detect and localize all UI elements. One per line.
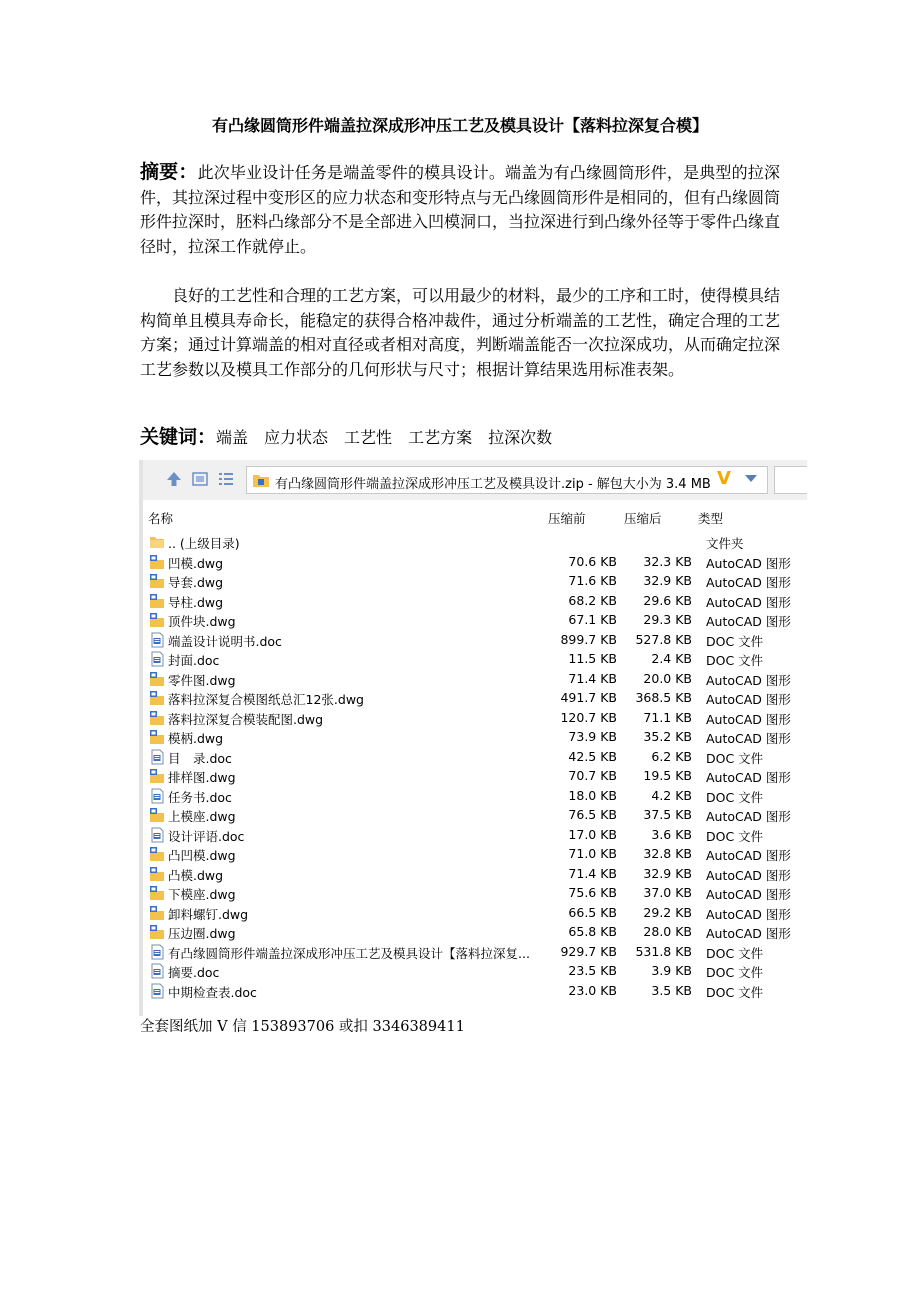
file-row[interactable] (143, 981, 807, 1001)
file-size: 67.1 KB (568, 612, 617, 627)
keywords-label: 关键词： (140, 426, 217, 448)
file-type: AutoCAD 图形 (706, 770, 791, 785)
file-type: AutoCAD 图形 (706, 848, 791, 863)
abstract-paragraph (140, 160, 780, 259)
file-compressed-size: 32.3 KB (643, 553, 692, 569)
dwg-file-icon (149, 885, 165, 901)
file-name: 下模座.dwg (168, 887, 236, 902)
file-compressed-size: 3.9 KB (651, 963, 692, 978)
file-row[interactable] (143, 571, 807, 591)
file-compressed-size: 32.9 KB (643, 865, 692, 881)
file-type: DOC 文件 (706, 945, 764, 961)
file-name: 有凸缘圆筒形件端盖拉深成形冲压工艺及模具设计【落料拉深复... (168, 945, 530, 961)
file-row[interactable] (143, 669, 807, 689)
doc-file-icon (149, 944, 165, 960)
dwg-file-icon (149, 729, 165, 745)
keywords-line (140, 424, 568, 451)
file-row[interactable] (143, 708, 807, 728)
archive-path-text: 有凸缘圆筒形件端盖拉深成形冲压工艺及模具设计.zip - 解包大小为 3.4 MB (275, 477, 711, 492)
file-type: AutoCAD 图形 (706, 887, 791, 902)
column-name[interactable]: 名称 (148, 511, 174, 526)
keyword: 端盖 (216, 428, 249, 447)
file-compressed-size: 37.5 KB (643, 807, 692, 822)
archive-badge: V (717, 468, 731, 489)
abstract-text: 此次毕业设计任务是端盖零件的模具设计。端盖为有凸缘圆筒形件，是典型的拉深件，其拉深过程中变形区的应力状态和变形特点与无凸缘圆筒形件是相同的，但有凸缘圆筒形件拉深时，胚料凸缘部分不是全部进入凹模洞口，当拉深进行到凸缘外径等于零件凸缘直径时，拉深工作就停止。 (140, 163, 781, 256)
file-row[interactable] (143, 844, 807, 864)
dwg-file-icon (149, 573, 165, 589)
file-name: .. (上级目录) (168, 536, 240, 551)
column-type[interactable]: 类型 (698, 511, 724, 526)
file-compressed-size: 6.2 KB (651, 748, 692, 764)
file-name: 零件图.dwg (168, 672, 236, 688)
doc-file-icon (149, 827, 165, 843)
file-type: DOC 文件 (706, 653, 764, 668)
file-list (143, 532, 807, 1000)
dwg-file-icon (149, 690, 165, 706)
file-size: 70.7 KB (568, 768, 617, 783)
column-header (143, 508, 807, 528)
document-title: 有凸缘圆筒形件端盖拉深成形冲压工艺及模具设计【落料拉深复合模】 (211, 116, 708, 135)
file-row[interactable] (143, 942, 807, 962)
dwg-file-icon (149, 710, 165, 726)
keyword: 拉深次数 (488, 428, 553, 447)
file-name: 封面.doc (168, 653, 220, 668)
file-name: 端盖设计说明书.doc (168, 633, 282, 649)
doc-file-icon (149, 963, 165, 979)
dwg-file-icon (149, 671, 165, 687)
file-size: 929.7 KB (560, 943, 617, 959)
file-row[interactable] (143, 961, 807, 981)
file-size: 42.5 KB (568, 748, 617, 764)
file-compressed-size: 368.5 KB (635, 690, 692, 705)
column-compressed[interactable]: 压缩后 (624, 511, 662, 526)
file-compressed-size: 29.2 KB (643, 904, 692, 920)
file-row[interactable] (143, 552, 807, 572)
file-size: 120.7 KB (560, 709, 617, 725)
file-compressed-size: 29.6 KB (643, 592, 692, 608)
archive-folder-icon (253, 473, 269, 487)
file-compressed-size: 20.0 KB (643, 670, 692, 686)
file-row[interactable] (143, 805, 807, 825)
doc-file-icon (149, 632, 165, 648)
contact-line: 全套图纸加 V 信 153893706 或扣 3346389411 (140, 1019, 465, 1035)
file-size: 17.0 KB (568, 826, 617, 842)
file-name: 凹模.dwg (168, 555, 224, 571)
file-name: 落料拉深复合模装配图.dwg (168, 711, 324, 727)
file-size: 18.0 KB (568, 787, 617, 803)
file-type: AutoCAD 图形 (706, 711, 791, 727)
toolbar (143, 460, 807, 500)
doc-file-icon (149, 788, 165, 804)
file-type: AutoCAD 图形 (706, 672, 791, 688)
dwg-file-icon (149, 612, 165, 628)
file-row[interactable] (143, 610, 807, 630)
file-name: 目 录.doc (168, 750, 232, 766)
up-arrow-icon[interactable] (165, 470, 183, 488)
keyword: 应力状态 (264, 428, 329, 447)
file-type: AutoCAD 图形 (706, 692, 791, 707)
file-row[interactable] (143, 727, 807, 747)
file-row[interactable] (143, 825, 807, 845)
dwg-file-icon (149, 807, 165, 823)
file-row[interactable] (143, 649, 807, 669)
file-type: DOC 文件 (706, 965, 764, 980)
file-row[interactable] (143, 532, 807, 552)
file-name: 中期检查表.doc (168, 984, 257, 1000)
dwg-file-icon (149, 846, 165, 862)
file-name: 排样图.dwg (168, 770, 236, 785)
file-size: 68.2 KB (568, 592, 617, 608)
file-type: AutoCAD 图形 (706, 926, 791, 941)
file-name: 顶件块.dwg (168, 614, 236, 629)
doc-file-icon (149, 983, 165, 999)
file-compressed-size: 35.2 KB (643, 729, 692, 744)
file-size: 73.9 KB (568, 729, 617, 744)
dwg-file-icon (149, 554, 165, 570)
file-name: 落料拉深复合模图纸总汇12张.dwg (168, 692, 364, 707)
file-size: 23.5 KB (568, 963, 617, 978)
dwg-file-icon (149, 768, 165, 784)
file-size: 491.7 KB (560, 690, 617, 705)
archive-path-bar[interactable] (246, 466, 768, 494)
file-row[interactable] (143, 747, 807, 767)
file-compressed-size: 527.8 KB (635, 631, 692, 647)
file-compressed-size: 28.0 KB (643, 924, 692, 939)
doc-file-icon (149, 749, 165, 765)
file-type: DOC 文件 (706, 750, 764, 766)
file-size: 76.5 KB (568, 807, 617, 822)
file-compressed-size: 29.3 KB (643, 612, 692, 627)
file-compressed-size: 3.6 KB (651, 826, 692, 842)
file-size: 65.8 KB (568, 924, 617, 939)
file-compressed-size: 71.1 KB (643, 709, 692, 725)
thumbnail-view-icon[interactable] (191, 470, 209, 488)
file-row[interactable] (143, 903, 807, 923)
file-name: 导套.dwg (168, 575, 224, 590)
file-type: AutoCAD 图形 (706, 731, 791, 746)
file-type: AutoCAD 图形 (706, 809, 791, 824)
file-size: 70.6 KB (568, 553, 617, 569)
dwg-file-icon (149, 866, 165, 882)
abstract-label: 摘要： (140, 161, 198, 183)
file-name: 压边圈.dwg (168, 926, 236, 941)
dwg-file-icon (149, 924, 165, 940)
file-type: DOC 文件 (706, 984, 764, 1000)
file-compressed-size: 19.5 KB (643, 768, 692, 783)
dwg-file-icon (149, 593, 165, 609)
file-row[interactable] (143, 786, 807, 806)
file-type: AutoCAD 图形 (706, 906, 791, 922)
column-size[interactable]: 压缩前 (548, 511, 586, 526)
file-name: 凸模.dwg (168, 867, 224, 883)
file-name: 卸料螺钉.dwg (168, 906, 249, 922)
file-type: AutoCAD 图形 (706, 555, 791, 571)
file-name: 导柱.dwg (168, 594, 224, 610)
file-row[interactable] (143, 922, 807, 942)
file-name: 摘要.doc (168, 965, 220, 980)
file-compressed-size: 37.0 KB (643, 885, 692, 900)
doc-file-icon (149, 651, 165, 667)
file-type: AutoCAD 图形 (706, 867, 791, 883)
file-type: AutoCAD 图形 (706, 614, 791, 629)
file-compressed-size: 4.2 KB (651, 787, 692, 803)
file-size: 75.6 KB (568, 885, 617, 900)
file-size: 899.7 KB (560, 631, 617, 647)
file-size: 23.0 KB (568, 982, 617, 998)
file-size: 71.4 KB (568, 670, 617, 686)
folder-icon (149, 534, 165, 550)
file-row[interactable] (143, 766, 807, 786)
file-row[interactable] (143, 630, 807, 650)
file-size: 71.4 KB (568, 865, 617, 881)
file-type: DOC 文件 (706, 633, 764, 649)
file-row[interactable] (143, 864, 807, 884)
search-box[interactable] (774, 466, 807, 494)
file-compressed-size: 32.9 KB (643, 573, 692, 588)
file-type: AutoCAD 图形 (706, 594, 791, 610)
file-name: 任务书.doc (168, 789, 232, 805)
file-type: AutoCAD 图形 (706, 575, 791, 590)
file-manager-screenshot (139, 460, 807, 1016)
file-row[interactable] (143, 883, 807, 903)
file-size: 71.0 KB (568, 846, 617, 861)
file-name: 上模座.dwg (168, 809, 236, 824)
file-compressed-size: 32.8 KB (643, 846, 692, 861)
keyword: 工艺方案 (408, 428, 473, 447)
body-paragraph: 良好的工艺性和合理的工艺方案，可以用最少的材料，最少的工序和工时，使得模具结构简单且模具寿命长，能稳定的获得合格冲裁件，通过分析端盖的工艺性，确定合理的工艺方案；通过计算端盖的相对直径或者相对高度，判断端盖能否一次拉深成功，从而确定拉深工艺参数以及模具工作部分的几何形状与尺寸；根据计算结果选用标准表架。 (140, 286, 781, 379)
file-type: 文件夹 (706, 536, 744, 551)
file-row[interactable] (143, 591, 807, 611)
file-compressed-size: 2.4 KB (651, 651, 692, 666)
file-size: 11.5 KB (568, 651, 617, 666)
file-type: DOC 文件 (706, 828, 764, 844)
file-row[interactable] (143, 688, 807, 708)
file-compressed-size: 3.5 KB (651, 982, 692, 998)
dwg-file-icon (149, 905, 165, 921)
file-name: 设计评语.doc (168, 828, 245, 844)
file-size: 71.6 KB (568, 573, 617, 588)
file-name: 凸凹模.dwg (168, 848, 236, 863)
file-name: 模柄.dwg (168, 731, 224, 746)
list-view-icon[interactable] (217, 470, 235, 488)
dropdown-arrow-icon[interactable] (745, 475, 757, 482)
keyword: 工艺性 (344, 428, 393, 447)
file-compressed-size: 531.8 KB (635, 943, 692, 959)
file-type: DOC 文件 (706, 789, 764, 805)
file-size: 66.5 KB (568, 904, 617, 920)
